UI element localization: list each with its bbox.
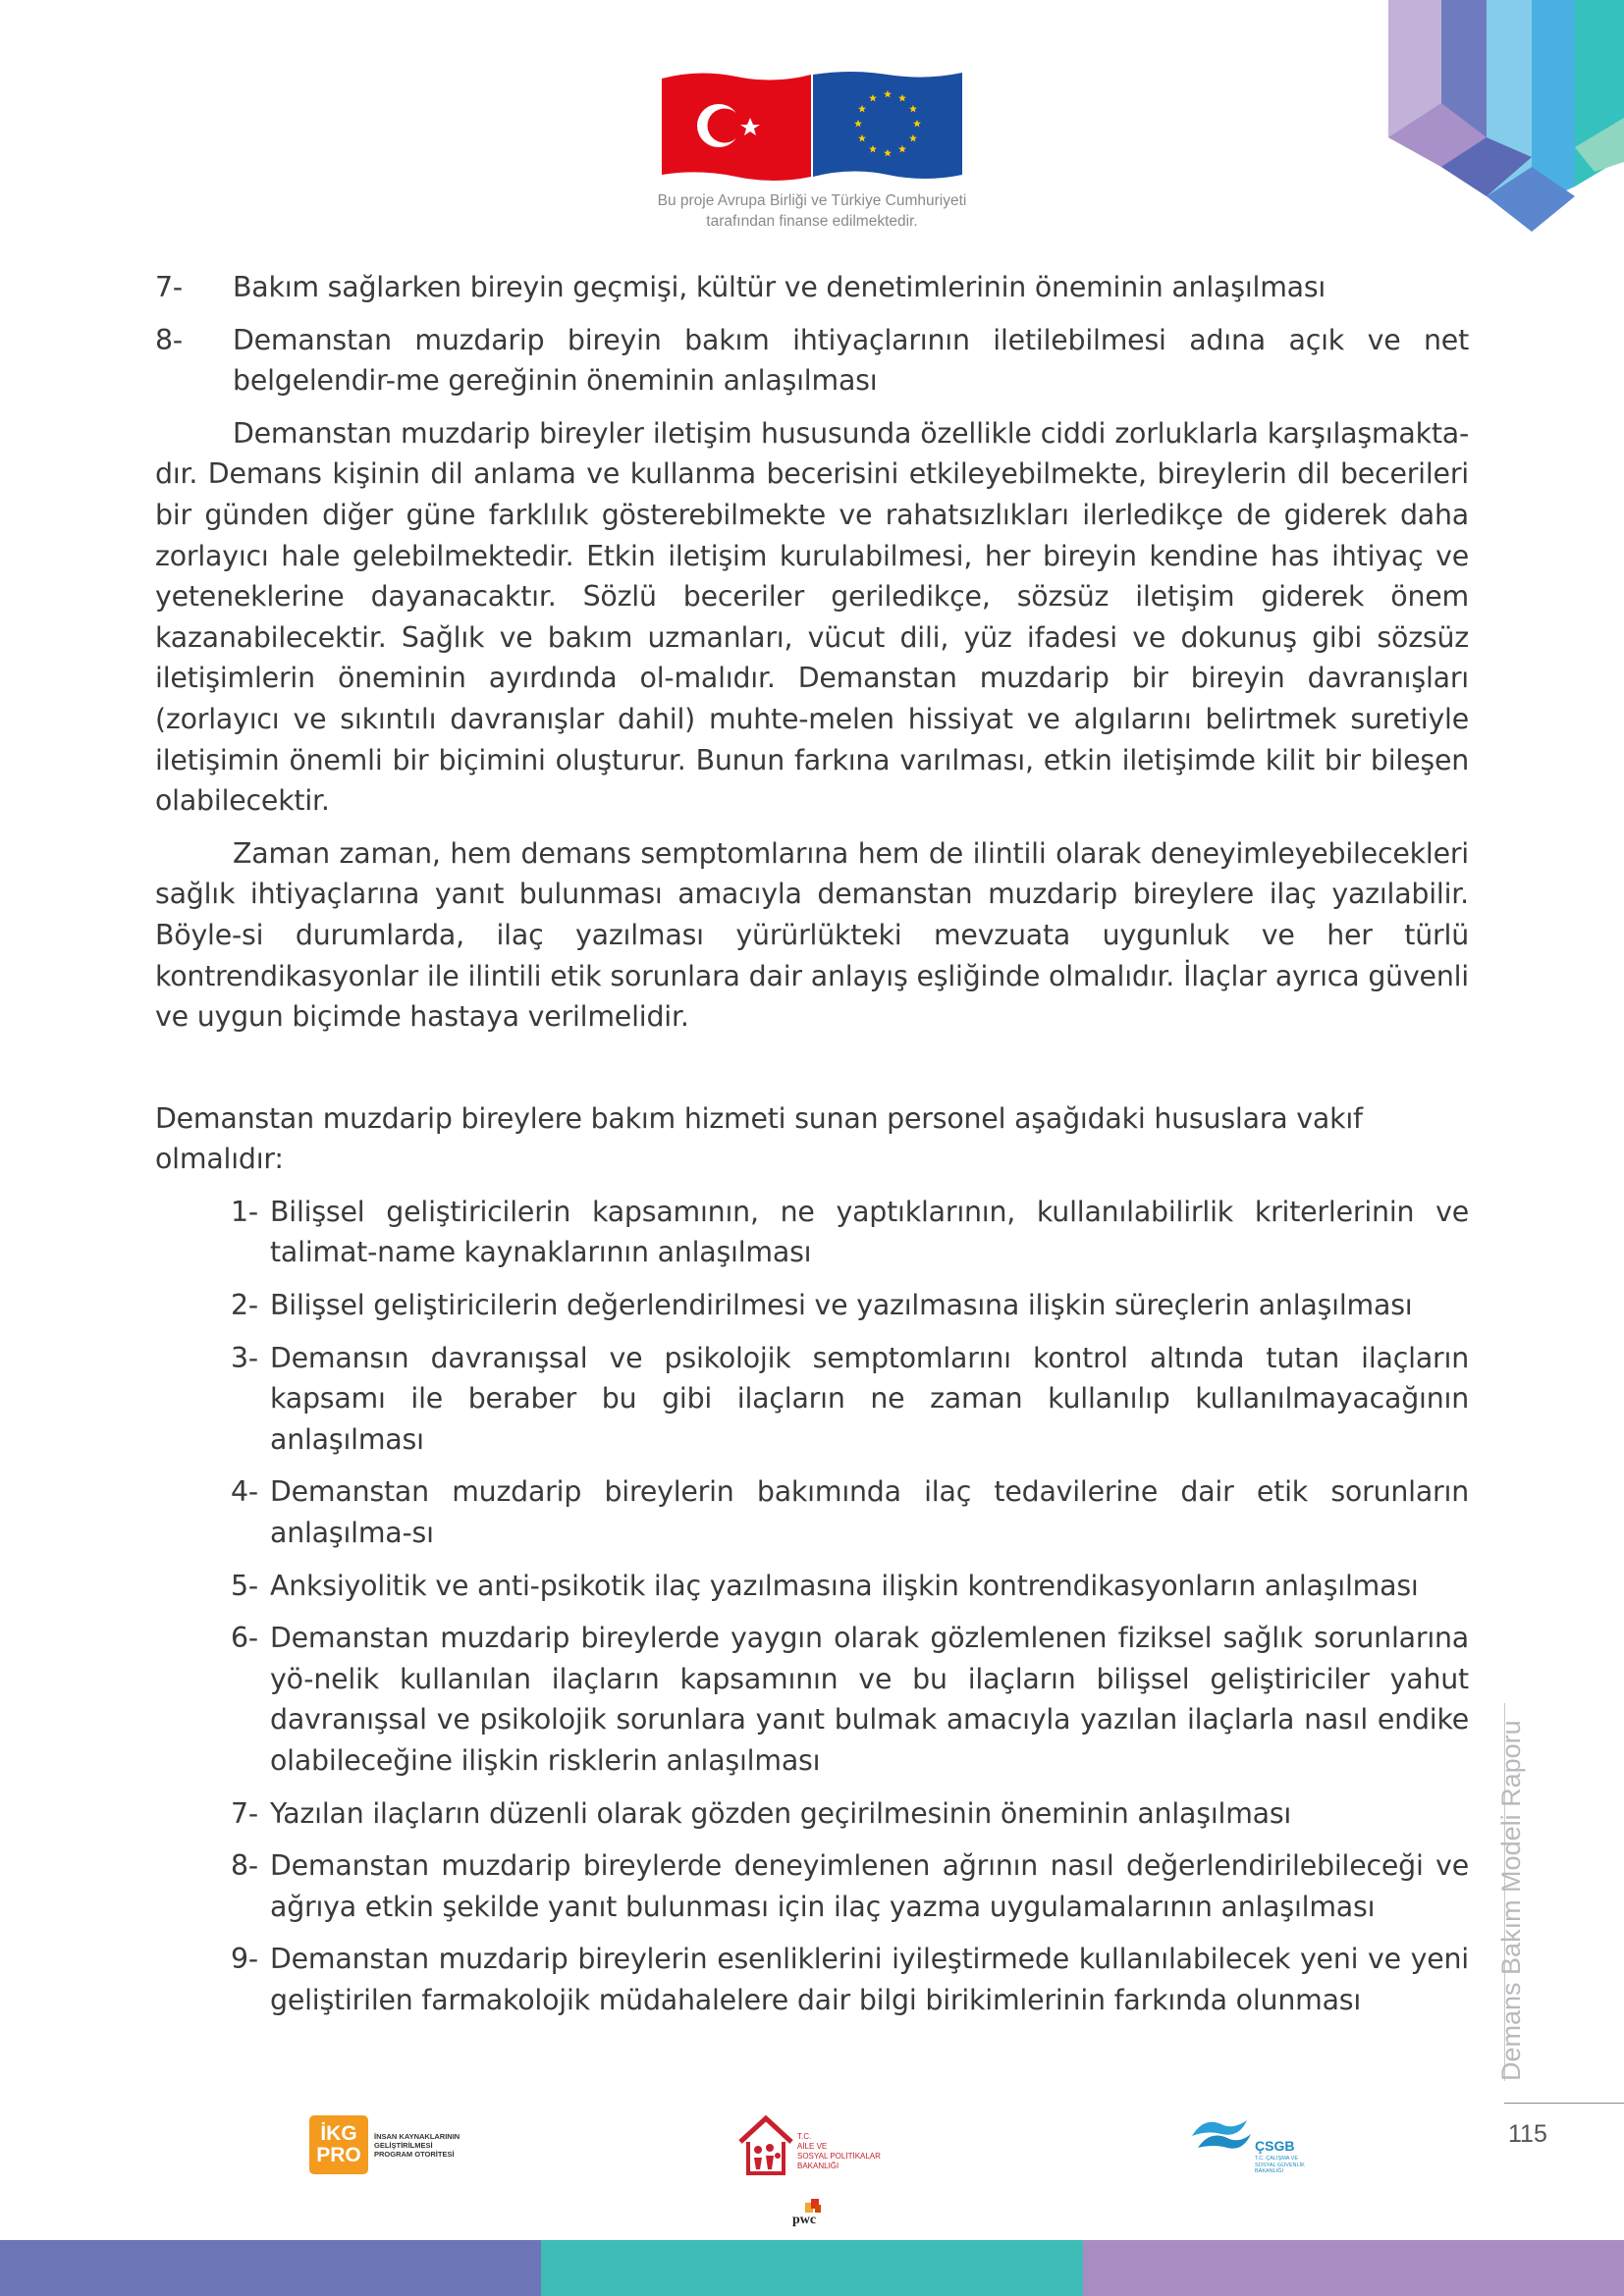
- item-number: 8-: [155, 323, 183, 356]
- aile-caption: [797, 2132, 881, 2171]
- csgb-logo: [1188, 2114, 1326, 2179]
- ikg-pro-badge: [309, 2115, 368, 2174]
- ikg-line1: İKG: [320, 2122, 357, 2145]
- item-number: 9-: [231, 1943, 258, 1976]
- knowledge-list: [155, 1192, 1469, 2021]
- footer-bar-segment: [1083, 2240, 1624, 2296]
- footer-color-bar: [0, 2240, 1624, 2296]
- ikg-caption-line: GELİŞTİRİLMESİ: [374, 2140, 433, 2150]
- item-number: 8-: [231, 1849, 258, 1883]
- list-item: [231, 1845, 1469, 1927]
- aile-caption-line: BAKANLIĞI: [797, 2162, 839, 2170]
- list-item: [155, 267, 1469, 308]
- item-number: 1-: [231, 1195, 258, 1228]
- item-text: Demanstan muzdarip bireylerin bakımında ilaç tedavilerine dair etik sorunların anlaşılma-sı: [270, 1475, 1469, 1550]
- footer-bar-segment: [0, 2240, 541, 2296]
- list-item: [231, 1793, 1469, 1835]
- aile-caption-line: T.C.: [797, 2132, 812, 2141]
- list-item: [231, 1285, 1469, 1326]
- list-item: [231, 1618, 1469, 1781]
- footer-bar-segment: [541, 2240, 1082, 2296]
- tr-eu-flags-logo: [662, 69, 962, 185]
- csgb-caption-line: T.C. ÇALIŞMA VE: [1255, 2156, 1299, 2162]
- pwc-wordmark: pwc: [792, 2213, 817, 2227]
- item-number: 2-: [231, 1289, 258, 1322]
- aile-ministry-logo: [736, 2112, 893, 2181]
- ikg-caption-line: İNSAN KAYNAKLARININ: [374, 2131, 460, 2141]
- ikg-line2: PRO: [316, 2144, 361, 2166]
- item-text: Demansın davranışsal ve psikolojik semptomlarını kontrol altında tutan ilaçların kapsamı ile beraber bu gibi ilaçların ne zaman kullanılıp kullanılmayacağının anlaşılması: [270, 1341, 1469, 1456]
- csgb-caption-line: BAKANLIĞI: [1255, 2168, 1284, 2174]
- item-text: Demanstan muzdarip bireylerde yaygın olarak gözlemlenen fiziksel sağlık sorunlarına yö-nelik kullanılan ilaçların kapsamının ve bu ilaçların bilişsel geliştiriciler yahut davranışsal ve psikolojik sorunlara yanıt bulmak amacıyla yazılan ilaçlarla nasıl endike olabileceğine ilişkin risklerin anlaşılması: [270, 1622, 1469, 1777]
- list-item: [231, 1338, 1469, 1461]
- item-text: Bilişsel geliştiricilerin kapsamının, ne yaptıklarının, kullanılabilirlik kriterlerinin ve talimat-name kaynaklarının anlaşılması: [270, 1195, 1469, 1269]
- page-number: 115: [1508, 2120, 1547, 2148]
- ikg-caption: [374, 2132, 460, 2159]
- item-number: 6-: [231, 1622, 258, 1655]
- item-text: Yazılan ilaçların düzenli olarak gözden geçirilmesinin öneminin anlaşılması: [270, 1796, 1292, 1830]
- top-numbered-list: [155, 267, 1469, 401]
- main-content: [155, 267, 1469, 2033]
- csgb-wave-icon: [1188, 2114, 1253, 2158]
- csgb-wordmark: ÇSGB: [1255, 2138, 1295, 2154]
- item-text: Demanstan muzdarip bireyin bakım ihtiyaçlarının iletilebilmesi adına açık ve net belgelendir-me gereğinin öneminin anlaşılması: [233, 323, 1469, 398]
- paragraph-communication: Demanstan muzdarip bireyler iletişim hususunda özellikle ciddi zorluklarla karşılaşmakta-dır. Demans kişinin dil anlama ve kullanma becerisini etkileyebilmekte, bireylerin dil becerileri bir günden diğer güne farklılık gösterebilmekte ve rahatsızlıkları ilerledikçe de giderek daha zorlayıcı hale gelebilmektedir. Etkin iletişim kurulabilmesi, her bireyin kendine has ihtiyaç ve yeteneklerine dayanacaktır. Sözlü beceriler geriledikçe, sözsüz iletişim giderek önem kazanabilecektir. Sağlık ve bakım uzmanları, vücut dili, yüz ifadesi ve dokunuş gibi sözsüz iletişimlerin öneminin ayırdında ol-malıdır. Demanstan muzdarip bir bireyin davranışları (zorlayıcı ve sıkıntılı davranışlar dahil) muhte-melen hissiyat ve algılarını belirtmek suretiyle iletişimin önemli bir biçimini oluşturur. Bunun farkına varılması, etkin iletişimde kilit bir bileşen olabilecektir.: [155, 416, 1469, 818]
- aile-house-icon: [736, 2112, 797, 2177]
- aile-caption-line: SOSYAL POLİTİKALAR: [797, 2152, 881, 2161]
- corner-decoration: [1379, 0, 1624, 236]
- item-text: Anksiyolitik ve anti-psikotik ilaç yazılmasına ilişkin kontrendikasyonların anlaşılması: [270, 1569, 1419, 1602]
- funding-caption-line1: Bu proje Avrupa Birliği ve Türkiye Cumhuriyeti: [657, 192, 967, 209]
- funding-caption-line2: tarafından finanse edilmektedir.: [706, 213, 918, 230]
- list-item: [231, 1939, 1469, 2020]
- item-text: Demanstan muzdarip bireylerde deneyimlenen ağrının nasıl değerlendirilebileceği ve ağrıya etkin şekilde yanıt bulunması için ilaç yazma uygulamalarının anlaşılması: [270, 1849, 1469, 1923]
- page-number-rule: [1504, 2103, 1624, 2104]
- item-number: 7-: [231, 1796, 258, 1830]
- item-text: Bakım sağlarken bireyin geçmişi, kültür ve denetimlerinin öneminin anlaşılması: [233, 271, 1326, 303]
- list-item: [231, 1566, 1469, 1607]
- list-item: [231, 1471, 1469, 1553]
- list-item: [231, 1192, 1469, 1273]
- ikg-pro-logo: [309, 2114, 460, 2175]
- ikg-caption-line: PROGRAM OTORİTESİ: [374, 2149, 455, 2159]
- paragraph-medication: Zaman zaman, hem demans semptomlarına hem de ilintili olarak deneyimleyebilecekleri sağlık ihtiyaçlarına yanıt bulunması amacıyla demanstan muzdarip bireylere ilaç yazılabilir. Böyle-si durumlarda, ilaç yazılması yürürlükteki mevzuata uygunluk ve her türlü kontrendikasyonlar ile ilintili etik sorunlara dair anlayış eşliğinde olmalıdır. İlaçlar ayrıca güvenli ve uygun biçimde hastaya verilmelidir.: [155, 836, 1469, 1034]
- list-item: [155, 320, 1469, 401]
- item-text: Demanstan muzdarip bireylerin esenliklerini iyileştirmede kullanılabilecek yeni ve yeni geliştirilen farmakolojik müdahalelere dair bilgi birikimlerinin farkında olunması: [270, 1943, 1469, 2016]
- running-title-text: Demans Bakım Modeli Raporu: [1496, 1720, 1526, 2081]
- funding-caption: [601, 190, 1023, 232]
- pwc-logo: [785, 2197, 835, 2232]
- item-number: 3-: [231, 1341, 258, 1374]
- item-text: Bilişsel geliştiricilerin değerlendirilmesi ve yazılmasına ilişkin süreçlerin anlaşılması: [270, 1289, 1413, 1322]
- csgb-caption-line: SOSYAL GÜVENLİK: [1255, 2162, 1305, 2168]
- item-number: 5-: [231, 1569, 258, 1602]
- csgb-caption: [1255, 2156, 1305, 2175]
- item-number: 7-: [155, 271, 183, 303]
- aile-caption-line: AİLE VE: [797, 2142, 828, 2151]
- list-lead: Demanstan muzdarip bireylere bakım hizmeti sunan personel aşağıdaki hususlara vakıf olmalıdır:: [155, 1101, 1363, 1176]
- item-number: 4-: [231, 1475, 258, 1509]
